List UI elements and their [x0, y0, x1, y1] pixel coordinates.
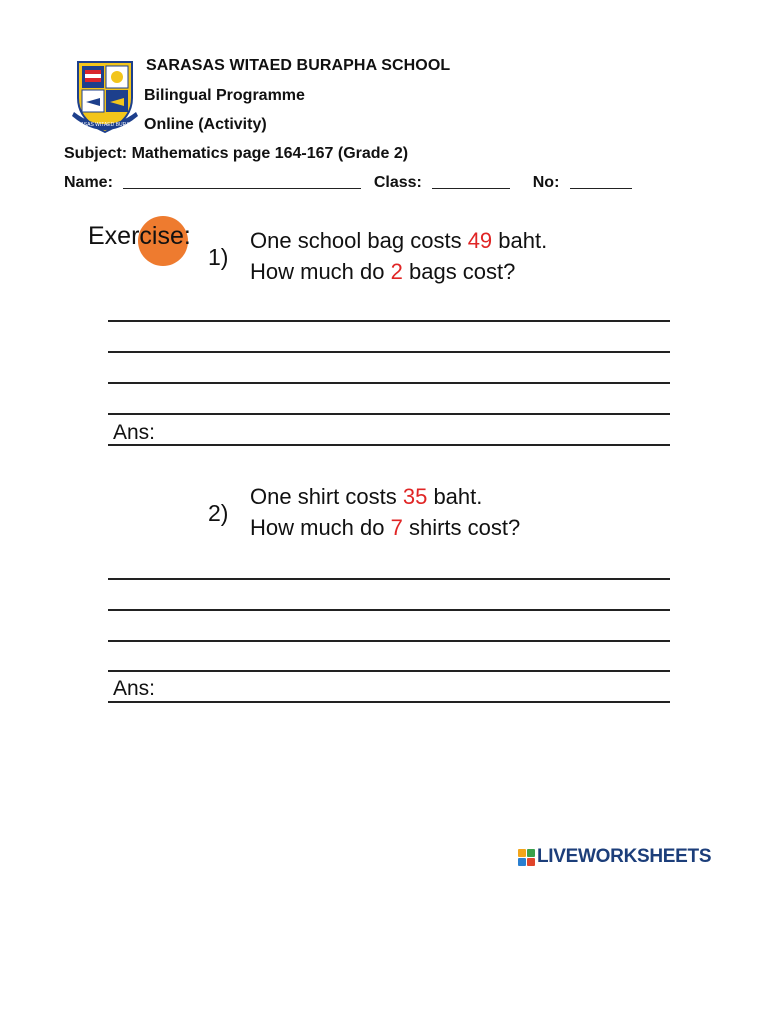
liveworksheets-wordmark: LIVEWORKSHEETS — [537, 846, 712, 867]
answer-line[interactable] — [108, 670, 670, 672]
answer-line[interactable] — [108, 382, 670, 384]
school-crest-logo — [70, 58, 140, 136]
school-name: SARASAS WITAED BURAPHA SCHOOL — [146, 57, 451, 74]
answer-line[interactable] — [108, 351, 670, 353]
question-1-answer-line[interactable] — [108, 444, 670, 446]
question-2-line-2: How much do 7 shirts cost? — [250, 515, 521, 540]
subject-line: Subject: Mathematics page 164-167 (Grade 2) — [64, 145, 409, 162]
question-2-answer-line[interactable] — [108, 701, 670, 703]
student-info-row — [64, 174, 632, 192]
name-label: Name: — [64, 174, 113, 191]
exercise-heading — [88, 216, 198, 266]
question-1-number: 1) — [208, 244, 229, 270]
answer-line[interactable] — [108, 609, 670, 611]
question-1-answer-label: Ans: — [113, 421, 156, 444]
question-2-line-1: One shirt costs 35 baht. — [250, 484, 483, 509]
svg-text:SARASAS WITAED BURAPHA: SARASAS WITAED BURAPHA — [70, 122, 140, 128]
no-label: No: — [532, 174, 560, 191]
liveworksheets-grid-icon — [518, 849, 535, 866]
answer-line[interactable] — [108, 413, 670, 415]
mode-label: Online (Activity) — [144, 116, 267, 133]
question-2-answer-label: Ans: — [113, 677, 156, 700]
programme-label: Bilingual Programme — [144, 87, 305, 104]
exercise-label: Exercise: — [88, 222, 191, 250]
answer-line[interactable] — [108, 320, 670, 322]
no-blank[interactable] — [570, 188, 632, 189]
liveworksheets-logo — [518, 846, 711, 868]
class-label: Class: — [373, 174, 422, 191]
class-blank[interactable] — [432, 188, 510, 189]
question-2-number: 2) — [208, 500, 229, 526]
answer-line[interactable] — [108, 640, 670, 642]
question-1-line-1: One school bag costs 49 baht. — [250, 228, 548, 253]
question-1-line-2: How much do 2 bags cost? — [250, 259, 516, 284]
name-blank[interactable] — [123, 188, 361, 189]
answer-line[interactable] — [108, 578, 670, 580]
